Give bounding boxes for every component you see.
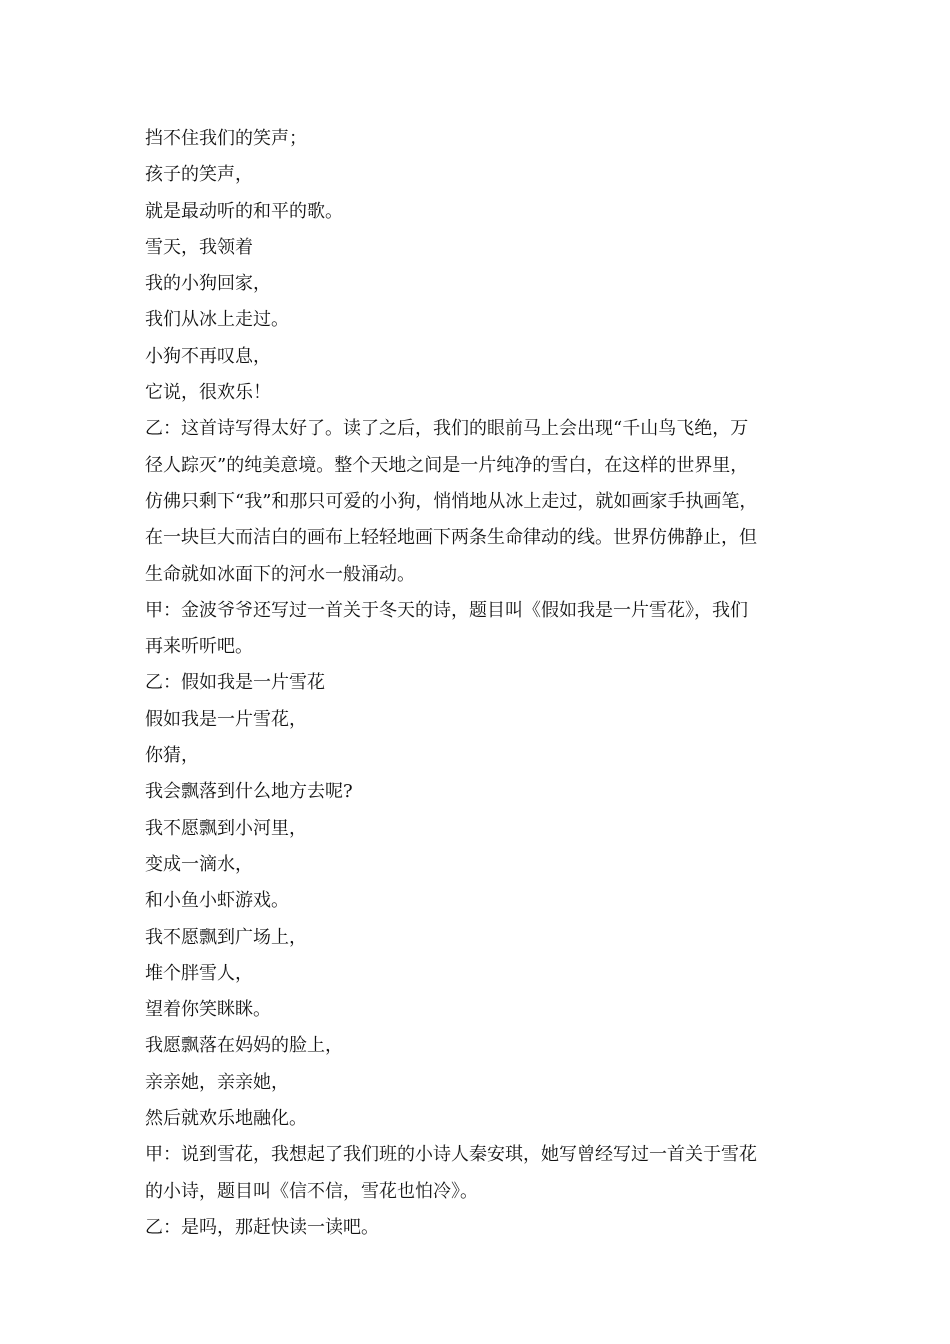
poem-line: 我不愿飘到广场上， [145,926,307,948]
poem-line: 我的小狗回家， [145,273,271,295]
poem-line: 雪天，我领着 [145,236,253,258]
dialogue-line: 生命就如冰面下的河水一般涌动。 [145,563,415,585]
poem-line: 孩子的笑声， [145,164,253,186]
poem-line: 假如我是一片雪花， [145,708,307,730]
poem-line: 我们从冰上走过。 [145,309,289,331]
poem-line: 堆个胖雪人， [145,962,253,984]
poem-line: 就是最动听的和平的歌。 [145,200,343,222]
dialogue-line: 乙：假如我是一片雪花 [145,672,325,694]
dialogue-line: 乙：是吗，那赶快读一读吧。 [145,1216,379,1238]
dialogue-line: 甲：说到雪花，我想起了我们班的小诗人秦安琪，她写曾经写过一首关于雪花 [145,1144,757,1166]
poem-line: 望着你笑眯眯。 [145,999,271,1021]
poem-line: 然后就欢乐地融化。 [145,1108,307,1130]
dialogue-line: 乙：这首诗写得太好了。读了之后，我们的眼前马上会出现“千山鸟飞绝，万 [145,418,749,440]
dialogue-line: 甲：金波爷爷还写过一首关于冬天的诗，题目叫《假如我是一片雪花》，我们 [145,599,748,621]
dialogue-line: 仿佛只剩下“我”和那只可爱的小狗，悄悄地从冰上走过，就如画家手执画笔， [145,490,758,512]
dialogue-line: 的小诗，题目叫《信不信，雪花也怕冷》。 [145,1180,478,1202]
poem-line: 你猜， [145,745,199,767]
poem-line: 我不愿飘到小河里， [145,817,307,839]
dialogue-line: 再来听听吧。 [145,636,253,658]
document-body [145,121,810,1246]
dialogue-line: 在一块巨大而洁白的画布上轻轻地画下两条生命律动的线。世界仿佛静止，但 [145,527,757,549]
poem-line: 小狗不再叹息， [145,345,271,367]
poem-line: 亲亲她，亲亲她， [145,1071,289,1093]
poem-line: 我愿飘落在妈妈的脸上， [145,1035,343,1057]
poem-line: 变成一滴水， [145,853,253,875]
poem-line: 它说，很欢乐！ [145,382,271,404]
poem-line: 挡不住我们的笑声； [145,128,307,149]
poem-line: 我会飘落到什么地方去呢? [145,781,353,803]
poem-line: 和小鱼小虾游戏。 [145,890,289,912]
dialogue-line: 径人踪灭”的纯美意境。整个天地之间是一片纯净的雪白，在这样的世界里， [145,454,749,476]
